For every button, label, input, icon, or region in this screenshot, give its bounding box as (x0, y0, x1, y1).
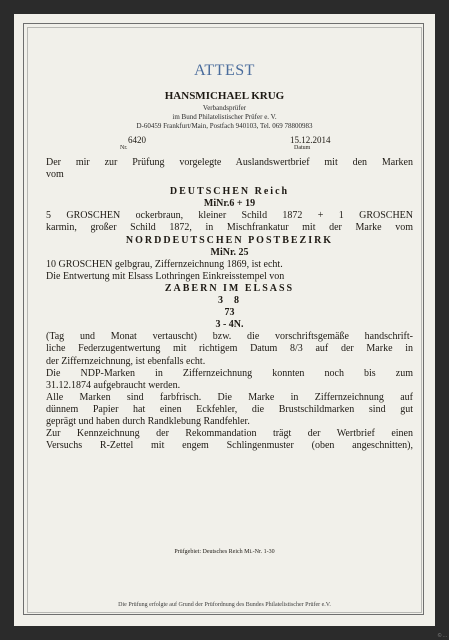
document-title: ATTEST (194, 62, 255, 79)
postmark-place: ZABERN IM ELSASS (164, 282, 295, 294)
examiner-name: HANSMICHAEL KRUG (164, 90, 285, 102)
body-line: karmin, großer Schild 1872, in Mischfrankatur mit der Marke vom (46, 222, 413, 234)
body-line: 31.12.1874 aufgebraucht werden. (46, 379, 181, 391)
certificate-sheet (14, 14, 435, 626)
body-line: Zur Kennzeichnung der Rekommandation trägt der Wertbrief einen (46, 428, 413, 440)
country-heading: DEUTSCHEN Reich (169, 186, 290, 198)
certificate-body (46, 157, 413, 452)
exam-scope: Prüfgebiet: Deutsches Reich Mi.-Nr. 1-30 (174, 549, 275, 555)
body-line: liche Federzugentwertung mit richtigem Datum 8/3 auf der Marke in (46, 343, 413, 355)
watermark-text: © ... (437, 633, 447, 639)
examiner-association: im Bund Philatelistischer Prüfer e. V. (172, 113, 277, 121)
body-line: vom (46, 169, 64, 181)
body-line: dünnem Papier hat einen Eckfehler, die Brustschildmarken sind gut (46, 403, 413, 415)
examiner-address: D-60459 Frankfurt/Main, Postfach 940103, Tel. 069 78800983 (136, 122, 313, 130)
body-line: der Ziffernzeichnung, ist ebenfalls echt. (46, 355, 206, 367)
catalogue-number: MiNr.6 + 19 (203, 198, 256, 210)
body-line: 5 GROSCHEN ockerbraun, kleiner Schild 1872 + 1 GROSCHEN (46, 210, 413, 222)
catalogue-number: MiNr. 25 (210, 246, 249, 258)
body-line: 10 GROSCHEN gelbgrau, Ziffernzeichnung 1869, ist echt. (46, 258, 283, 270)
examiner-role: Verbandsprüfer (202, 104, 247, 112)
body-line: Die NDP-Marken in Ziffernzeichnung konnten noch bis zum (46, 367, 413, 379)
country-heading: NORDDEUTSCHEN POSTBEZIRK (125, 234, 334, 246)
body-line: Die Entwertung mit Elsass Lothringen Einkreisstempel von (46, 270, 285, 282)
body-line: Der mir zur Prüfung vorgelegte Auslandswertbrief mit den Marken (46, 157, 413, 168)
postmark-year: 73 (224, 307, 235, 319)
postmark-time: 3 - 4N. (215, 319, 244, 331)
postmark-date: 3 8 (218, 295, 241, 307)
certificate-date: 15.12.2014 (290, 135, 331, 145)
exam-regulation-note: Die Prüfung erfolgte auf Grund der Prüfordnung des Bundes Philatelistischer Prüfer e.V. (118, 602, 331, 608)
body-line: Versuchs R-Zettel mit engem Schlingenmuster (oben angeschnitten), (46, 440, 413, 452)
certificate-date-label: Datum (294, 145, 311, 151)
body-line: Alle Marken sind farbfrisch. Die Marke in Ziffernzeichnung auf (46, 391, 413, 403)
body-line: (Tag und Monat vertauscht) bzw. die vorschriftsgemäße handschrift- (46, 331, 413, 343)
certificate-number-label: Nr. (120, 145, 128, 151)
reference-line (32, 135, 417, 155)
certificate-number: 6420 (128, 135, 146, 145)
body-line: geprägt und haben durch Randklebung Randfehler. (46, 415, 250, 427)
